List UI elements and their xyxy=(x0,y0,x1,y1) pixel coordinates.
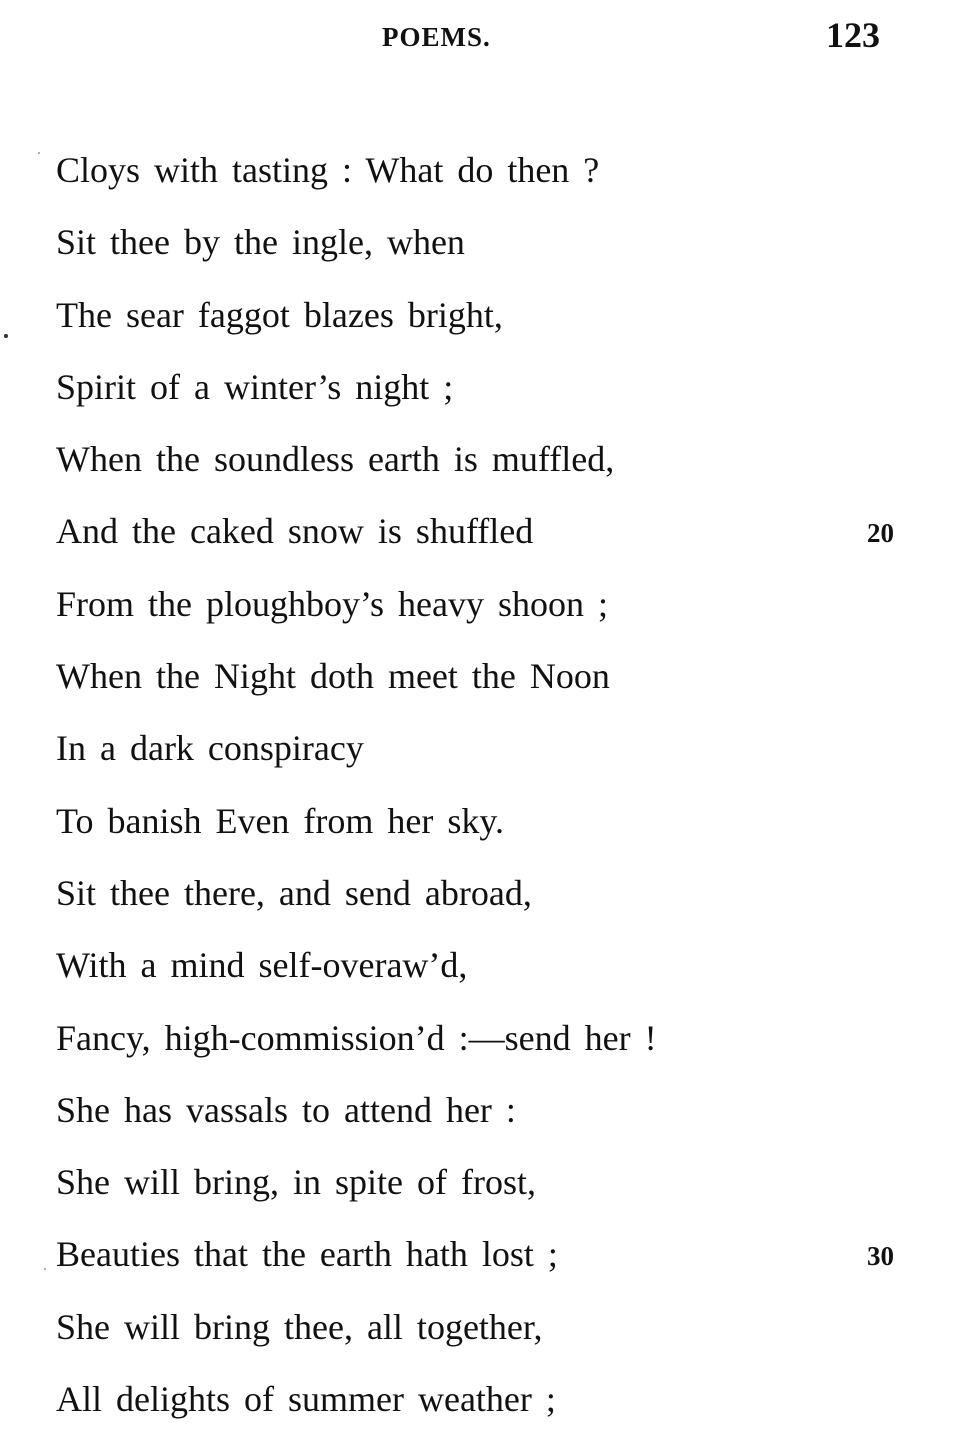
poem-line xyxy=(56,794,936,866)
poem-line xyxy=(56,721,936,793)
poem-line xyxy=(56,432,936,504)
poem-line-text: When the soundless earth is muffled, xyxy=(56,439,615,480)
poem-line-text: The sear faggot blazes bright, xyxy=(56,294,503,335)
poem-line xyxy=(56,504,936,576)
poem-line-text: Spirit of a winter’s night ; xyxy=(56,366,454,407)
poem-line xyxy=(56,1372,936,1444)
poem-line-text: Cloys with tasting : What do then ? xyxy=(56,150,600,190)
poem-line xyxy=(56,143,936,215)
poem-line xyxy=(56,1011,936,1083)
poem-line-text: She has vassals to attend her : xyxy=(56,1089,516,1130)
poem-line-text: All delights of summer weather ; xyxy=(56,1379,556,1420)
poem-line-text: And the caked snow is shuffled xyxy=(56,511,534,552)
poem-line xyxy=(56,938,936,1010)
poem-line xyxy=(56,1083,936,1155)
poem-line-text: She will bring, in spite of frost, xyxy=(56,1162,536,1203)
poem-line xyxy=(56,288,936,360)
print-speck xyxy=(44,1268,46,1270)
poem-line-text: Fancy, high-commission’d :—send her ! xyxy=(56,1017,657,1058)
poem-line-text: She will bring thee, all together, xyxy=(56,1306,543,1347)
poem-line xyxy=(56,360,936,432)
poem-line-text: From the ploughboy’s heavy shoon ; xyxy=(56,583,608,624)
running-head-title: POEMS. xyxy=(382,22,491,52)
poem-line xyxy=(56,215,936,287)
running-head xyxy=(0,14,972,64)
poem-line xyxy=(56,1155,936,1227)
poem-line-text: With a mind self-overaw’d, xyxy=(56,945,468,986)
poem-line xyxy=(56,1300,936,1372)
page-number: 123 xyxy=(826,15,880,55)
poem-line xyxy=(56,577,936,649)
line-number: 20 xyxy=(867,518,894,549)
poem-line-text: In a dark conspiracy xyxy=(56,728,364,769)
print-speck xyxy=(4,334,8,338)
poem-line-text: Sit thee by the ingle, when xyxy=(56,222,465,263)
poem-text xyxy=(56,143,936,1444)
poem-line xyxy=(56,1227,936,1299)
poem-line-text: To banish Even from her sky. xyxy=(56,800,505,841)
poem-line-text: When the Night doth meet the Noon xyxy=(56,656,610,697)
poem-line-text: Beauties that the earth hath lost ; xyxy=(56,1234,558,1275)
poem-line-text: Sit thee there, and send abroad, xyxy=(56,872,532,913)
poem-line xyxy=(56,649,936,721)
line-number: 30 xyxy=(867,1241,894,1272)
print-speck xyxy=(38,152,40,154)
poem-line xyxy=(56,866,936,938)
